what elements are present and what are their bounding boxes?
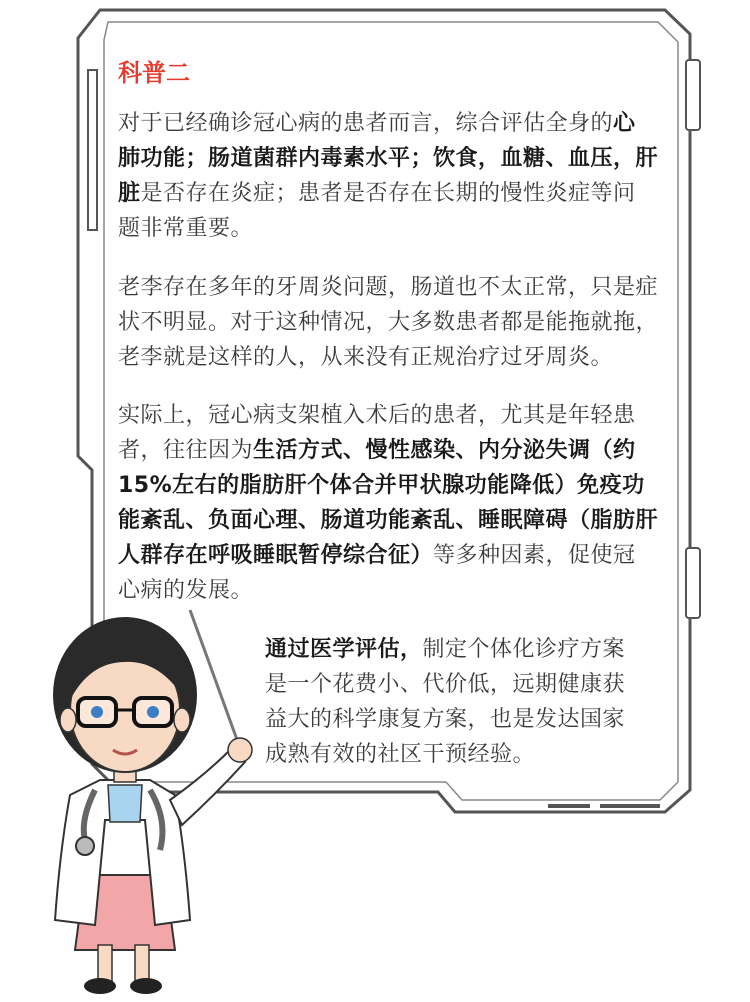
section-title: 科普二 [118,59,190,87]
p1-text-c: 是否存在炎症；患者是否存在长期的慢性炎症等问题非常重要。 [118,181,636,241]
paragraph-conclusion [265,632,645,772]
p1-text-a: 对于已经确诊冠心病的患者而言，综合评估全身的 [118,111,614,136]
paragraph-case: 老李存在多年的牙周炎问题，肠道也不太正常，只是症状不明显。对于这种情况，大多数患者都是能拖就拖，老李就是这样的人，从来没有正规治疗过牙周炎。 [118,275,659,370]
p3-text-c: 等多种因素，促使冠心病的发展。 [118,543,636,603]
p3-bold: 生活方式、慢性感染、内分泌失调（约15%左右的脂肪肝个体合并甲状腺功能降低）免疫功能紊乱、负面心理、肠道功能紊乱、睡眠障碍（脂肪肝人群存在呼吸睡眠暂停综合征） [118,438,659,568]
p3-text-a: 实际上，冠心病支架植入术后的患者，尤其是年轻患者，往往因为 [118,403,636,463]
p1-bold: 心肺功能；肠道菌群内毒素水平；饮食，血糖、血压，肝脏 [118,111,659,206]
pointer-stick [190,610,240,748]
paragraph-assessment [118,106,658,246]
paragraph-factors [118,398,658,608]
p4-bold: 通过医学评估， [265,637,423,662]
doctor-illustration [0,590,300,1002]
raised-arm [170,750,245,825]
p4-text: 制定个体化诊疗方案是一个花费小、代价低，远期健康获益大的科学康复方案，也是发达国家成熟有效的社区干预经验。 [265,637,626,767]
